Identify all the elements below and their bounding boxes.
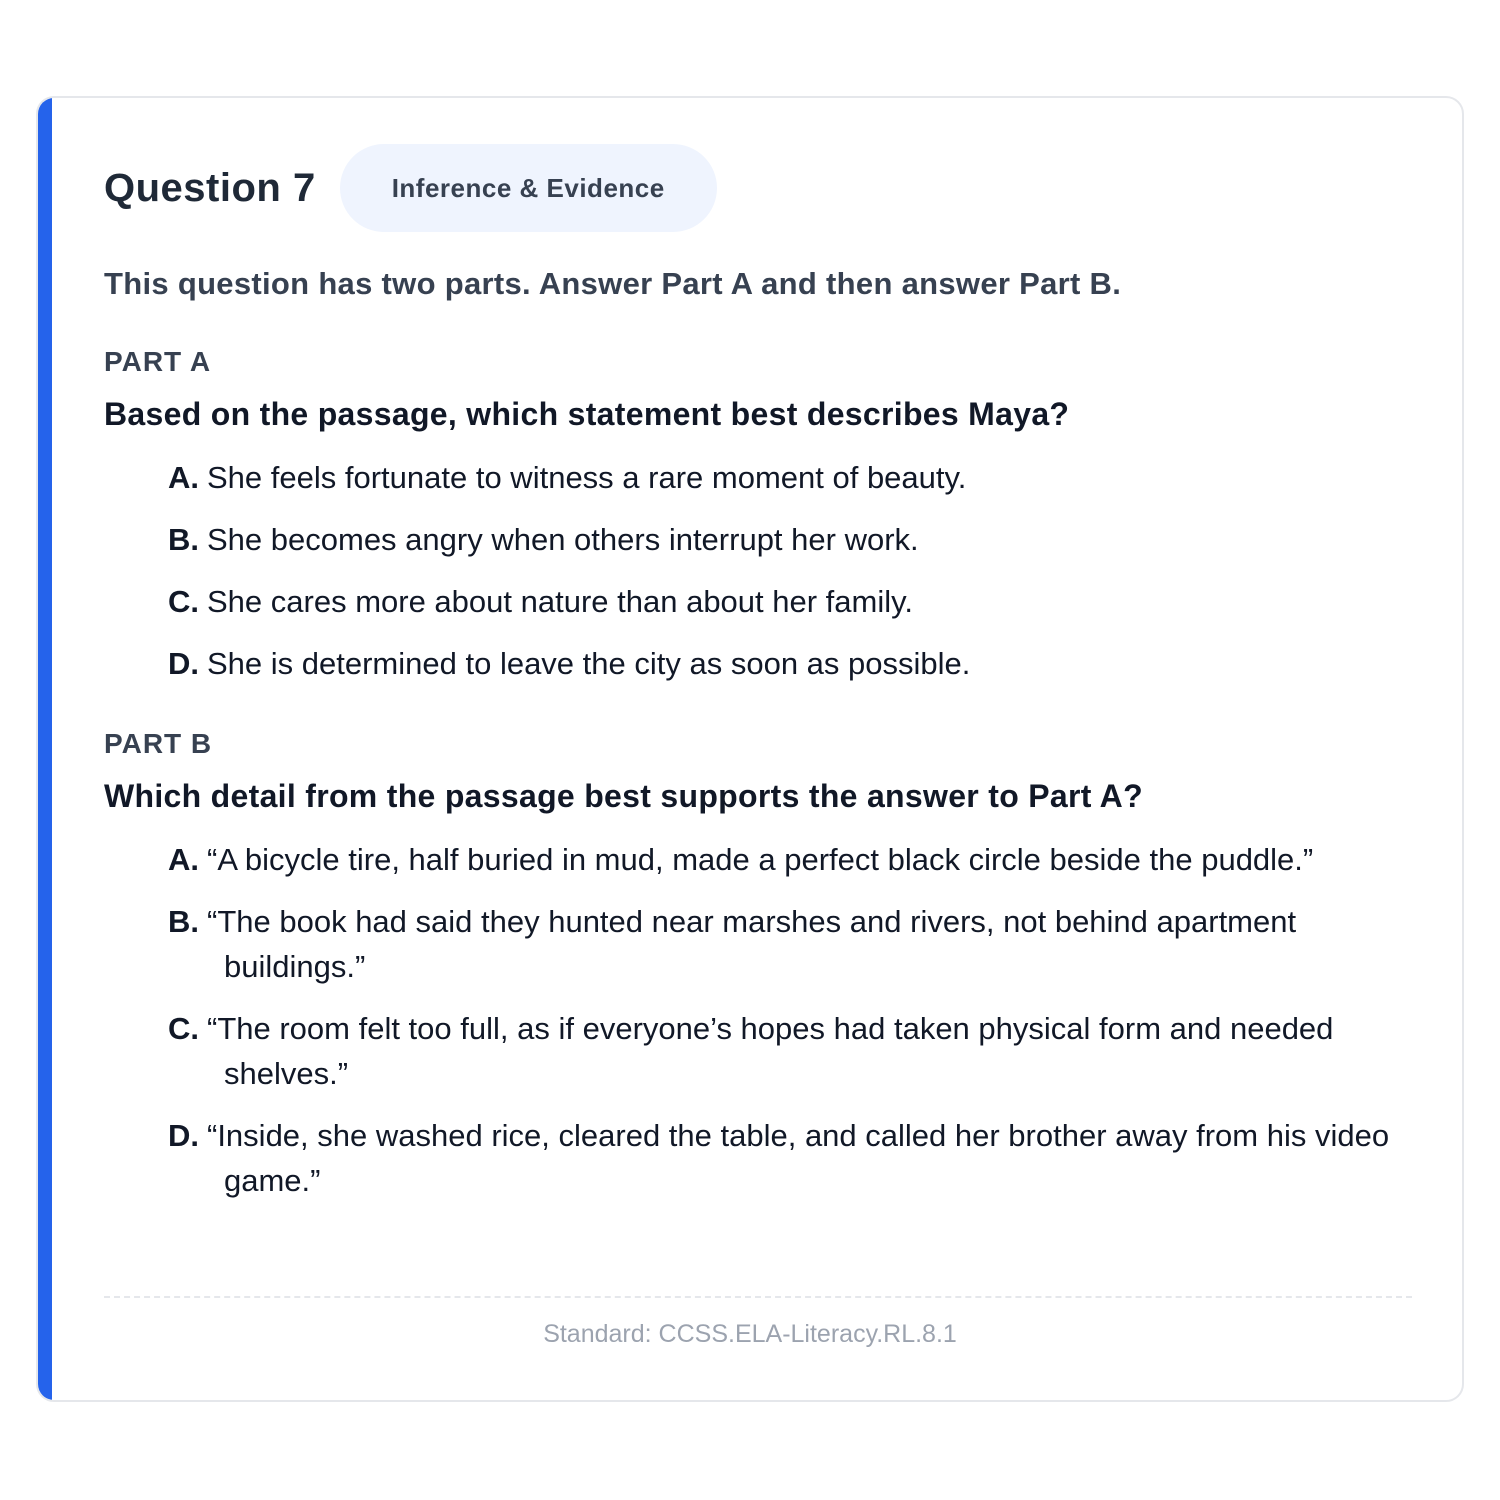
part-a-prompt: Based on the passage, which statement best describes Maya? — [104, 396, 1070, 432]
part-b-choice-c[interactable] — [168, 1006, 1416, 1096]
accent-bar — [38, 98, 52, 1400]
choice-letter: C. — [168, 584, 199, 619]
standard-label: Standard: CCSS.ELA-Literacy.RL.8.1 — [543, 1320, 957, 1348]
part-a-label: PART A — [104, 346, 212, 377]
choice-letter: B. — [168, 522, 199, 557]
part-b-choice-a[interactable] — [168, 837, 1416, 882]
part-a-choice-b[interactable] — [168, 517, 1416, 562]
question-card — [36, 96, 1464, 1402]
choice-letter: A. — [168, 842, 199, 877]
choice-letter: C. — [168, 1011, 199, 1046]
choice-text: “Inside, she washed rice, cleared the table, and called her brother away from his video game.” — [207, 1118, 1390, 1198]
footer-divider — [104, 1296, 1412, 1298]
question-header — [104, 144, 1416, 232]
part-b-label: PART B — [104, 728, 213, 759]
part-a-choice-a[interactable] — [168, 455, 1416, 500]
part-b-choice-b[interactable] — [168, 899, 1416, 989]
choice-letter: B. — [168, 904, 199, 939]
topic-badge: Inference & Evidence — [340, 144, 717, 232]
choice-text: “The room felt too full, as if everyone’s hopes had taken physical form and needed shelves.” — [207, 1011, 1334, 1091]
choice-text: She becomes angry when others interrupt her work. — [207, 522, 919, 557]
choice-text: She feels fortunate to witness a rare moment of beauty. — [207, 460, 967, 495]
choice-text: She is determined to leave the city as soon as possible. — [207, 646, 971, 681]
question-content — [104, 144, 1416, 1220]
part-a-choices — [104, 455, 1416, 686]
part-a-choice-c[interactable] — [168, 579, 1416, 624]
choice-text: “A bicycle tire, half buried in mud, made a perfect black circle beside the puddle.” — [207, 842, 1314, 877]
part-a-choice-d[interactable] — [168, 641, 1416, 686]
question-title: Question 7 — [104, 165, 316, 210]
choice-text: She cares more about nature than about her family. — [207, 584, 913, 619]
choice-text: “The book had said they hunted near marshes and rivers, not behind apartment buildings.” — [207, 904, 1297, 984]
choice-letter: D. — [168, 1118, 199, 1153]
part-b-choice-d[interactable] — [168, 1113, 1416, 1203]
question-instruction: This question has two parts. Answer Part A and then answer Part B. — [104, 266, 1122, 301]
part-b-prompt: Which detail from the passage best supports the answer to Part A? — [104, 778, 1143, 814]
part-b-choices — [104, 837, 1416, 1203]
choice-letter: D. — [168, 646, 199, 681]
choice-letter: A. — [168, 460, 199, 495]
